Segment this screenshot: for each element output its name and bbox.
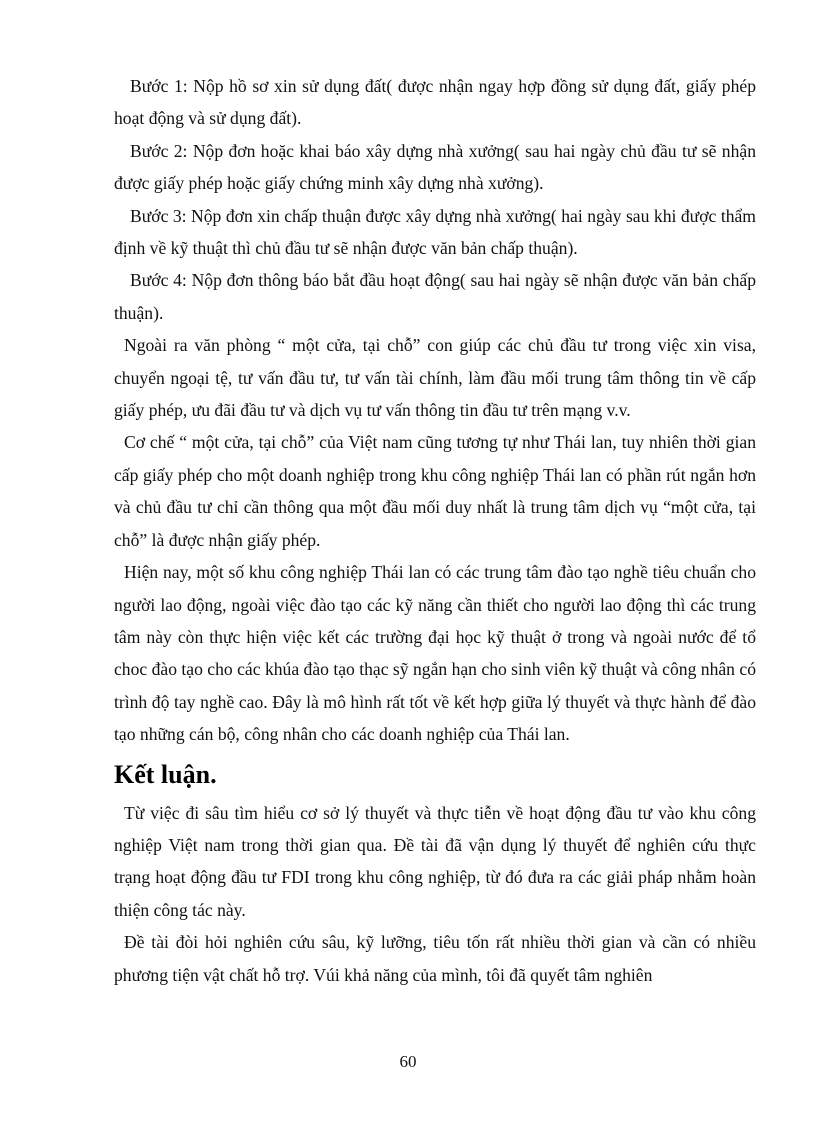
paragraph-mechanism-comparison: Cơ chế “ một cửa, tại chỗ” của Việt nam cũng tương tự như Thái lan, tuy nhiên thời gian cấp giấy phép cho một doanh nghiệp trong khu công nghiệp Thái lan có phần rút ngắn hơn và chủ đầu tư chỉ cần thông qua một đầu mối duy nhất là trung tâm dịch vụ “một cửa, tại chỗ” là được nhận giấy phép. xyxy=(114,432,756,550)
paragraph-one-stop-office: Ngoài ra văn phòng “ một cửa, tại chỗ” con giúp các chủ đầu tư trong việc xin visa, chuyển ngoại tệ, tư vấn đầu tư, tư vấn tài chính, làm đầu mối trung tâm thông tin về cấp giấy phép, ưu đãi đầu tư và dịch vụ tư vấn thông tin đầu tư trên mạng v.v. xyxy=(114,335,756,421)
document-page xyxy=(114,70,756,991)
paragraph-step-2: Bước 2: Nộp đơn hoặc khai báo xây dựng nhà xưởng( sau hai ngày chủ đầu tư sẽ nhận được giấy phép hoặc giấy chứng minh xây dựng nhà xưởng). xyxy=(114,140,756,194)
paragraph-step-1: Bước 1: Nộp hồ sơ xin sử dụng đất( được nhận ngay hợp đồng sử dụng đất, giấy phép hoạt động và sử dụng đất). xyxy=(114,76,756,129)
paragraph-step-4: Bước 4: Nộp đơn thông báo bắt đầu hoạt động( sau hai ngày sẽ nhận được văn bản chấp thuận). xyxy=(114,270,756,323)
paragraph-conclusion-1: Từ việc đi sâu tìm hiểu cơ sở lý thuyết và thực tiễn về hoạt động đầu tư vào khu công nghiệp Việt nam trong thời gian qua. Đề tài đã vận dụng lý thuyết để nghiên cứu thực trạng hoạt động đầu tư FDI trong khu công nghiệp, từ đó đưa ra các giải pháp nhằm hoàn thiện công tác này. xyxy=(114,802,756,920)
paragraph-step-3: Bước 3: Nộp đơn xin chấp thuận được xây dựng nhà xưởng( hai ngày sau khi được thẩm định về kỹ thuật thì chủ đầu tư sẽ nhận được văn bản chấp thuận). xyxy=(114,205,756,259)
paragraph-conclusion-2: Đề tài đòi hỏi nghiên cứu sâu, kỹ lưỡng, tiêu tốn rất nhiều thời gian và cần có nhiều phương tiện vật chất hỗ trợ. Vúi khả năng của mình, tôi đã quyết tâm nghiên xyxy=(114,932,756,985)
page-number: 60 xyxy=(399,1052,417,1071)
section-heading-conclusion: Kết luận. xyxy=(114,759,217,789)
paragraph-training-centers: Hiện nay, một số khu công nghiệp Thái lan có các trung tâm đào tạo nghề tiêu chuẩn cho người lao động, ngoài việc đào tạo các kỹ năng cần thiết cho người lao động thì các trung tâm này còn thực hiện việc kết các trường đại học kỹ thuật ở trong và ngoài nước để tổ choc đào tạo cho các khúa đào tạo thạc sỹ ngắn hạn cho sinh viên kỹ thuật và công nhân có trình độ tay nghề cao. Đây là mô hình rất tốt về kết hợp giữa lý thuyết và thực hành để đào tạo những cán bộ, công nhân cho các doanh nghiệp của Thái lan. xyxy=(114,562,756,745)
